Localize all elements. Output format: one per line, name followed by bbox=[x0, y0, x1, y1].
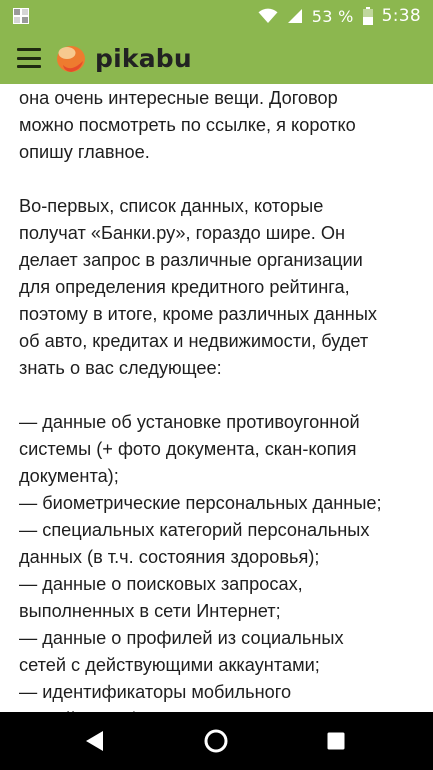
back-button[interactable] bbox=[65, 712, 125, 770]
text-line: знать о вас следующее: bbox=[19, 358, 222, 378]
paragraph-data-list-intro bbox=[19, 193, 419, 382]
text-line: делает запрос в различные организации bbox=[19, 250, 363, 270]
text-line: опишу главное. bbox=[19, 142, 150, 162]
hamburger-menu-icon[interactable] bbox=[17, 48, 41, 68]
text-line: Во-первых, список данных, которые bbox=[19, 196, 324, 216]
list-item-line: сетей с действующими аккаунтами; bbox=[19, 655, 320, 675]
navigation-bar bbox=[0, 712, 433, 770]
recents-button[interactable] bbox=[306, 712, 366, 770]
home-circle-icon bbox=[204, 729, 228, 753]
list-item-line: — биометрические персональных данные; bbox=[19, 493, 382, 513]
text-line: об авто, кредитах и недвижимости, будет bbox=[19, 331, 369, 351]
list-item-line: — данные об установке противоугонной bbox=[19, 412, 360, 432]
battery-percent: 53 % bbox=[311, 6, 354, 26]
list-item-line: — данные о поисковых запросах, bbox=[19, 574, 303, 594]
recents-square-icon bbox=[327, 732, 345, 750]
clock: 5:38 bbox=[381, 6, 421, 26]
list-item-line: — специальных категорий персональных bbox=[19, 520, 370, 540]
list-item-line: данных (в т.ч. состояния здоровья); bbox=[19, 547, 320, 567]
app-name[interactable]: pikabu bbox=[95, 43, 192, 73]
pikabu-logo-icon[interactable] bbox=[55, 42, 87, 74]
text-line: можно посмотреть по ссылке, я коротко bbox=[19, 115, 356, 135]
paragraph-data-list bbox=[19, 409, 419, 733]
list-item-line: документа); bbox=[19, 466, 119, 486]
article-body bbox=[0, 84, 433, 712]
text-line: для определения кредитного рейтинга, bbox=[19, 277, 350, 297]
status-bar bbox=[0, 0, 433, 32]
list-item-line: — данные о профилей из социальных bbox=[19, 628, 344, 648]
text-line: получат «Банки.ру», гораздо шире. Он bbox=[19, 223, 346, 243]
wifi-icon bbox=[258, 8, 278, 24]
text-line: поэтому в итоге, кроме различных данных bbox=[19, 304, 378, 324]
article-text bbox=[19, 85, 419, 733]
list-item-line: выполненных в сети Интернет; bbox=[19, 601, 281, 621]
battery-icon bbox=[363, 7, 373, 25]
home-button[interactable] bbox=[186, 712, 246, 770]
app-toolbar bbox=[0, 32, 433, 84]
paragraph-intro bbox=[19, 85, 419, 166]
back-triangle-icon bbox=[85, 730, 105, 752]
signal-icon bbox=[287, 8, 303, 24]
list-item-line: — идентификаторы мобильного bbox=[19, 682, 292, 702]
list-item-line: системы (+ фото документа, скан-копия bbox=[19, 439, 357, 459]
status-icons bbox=[258, 0, 421, 32]
photo-notification-icon bbox=[12, 7, 30, 25]
text-line: она очень интересные вещи. Договор bbox=[19, 88, 338, 108]
